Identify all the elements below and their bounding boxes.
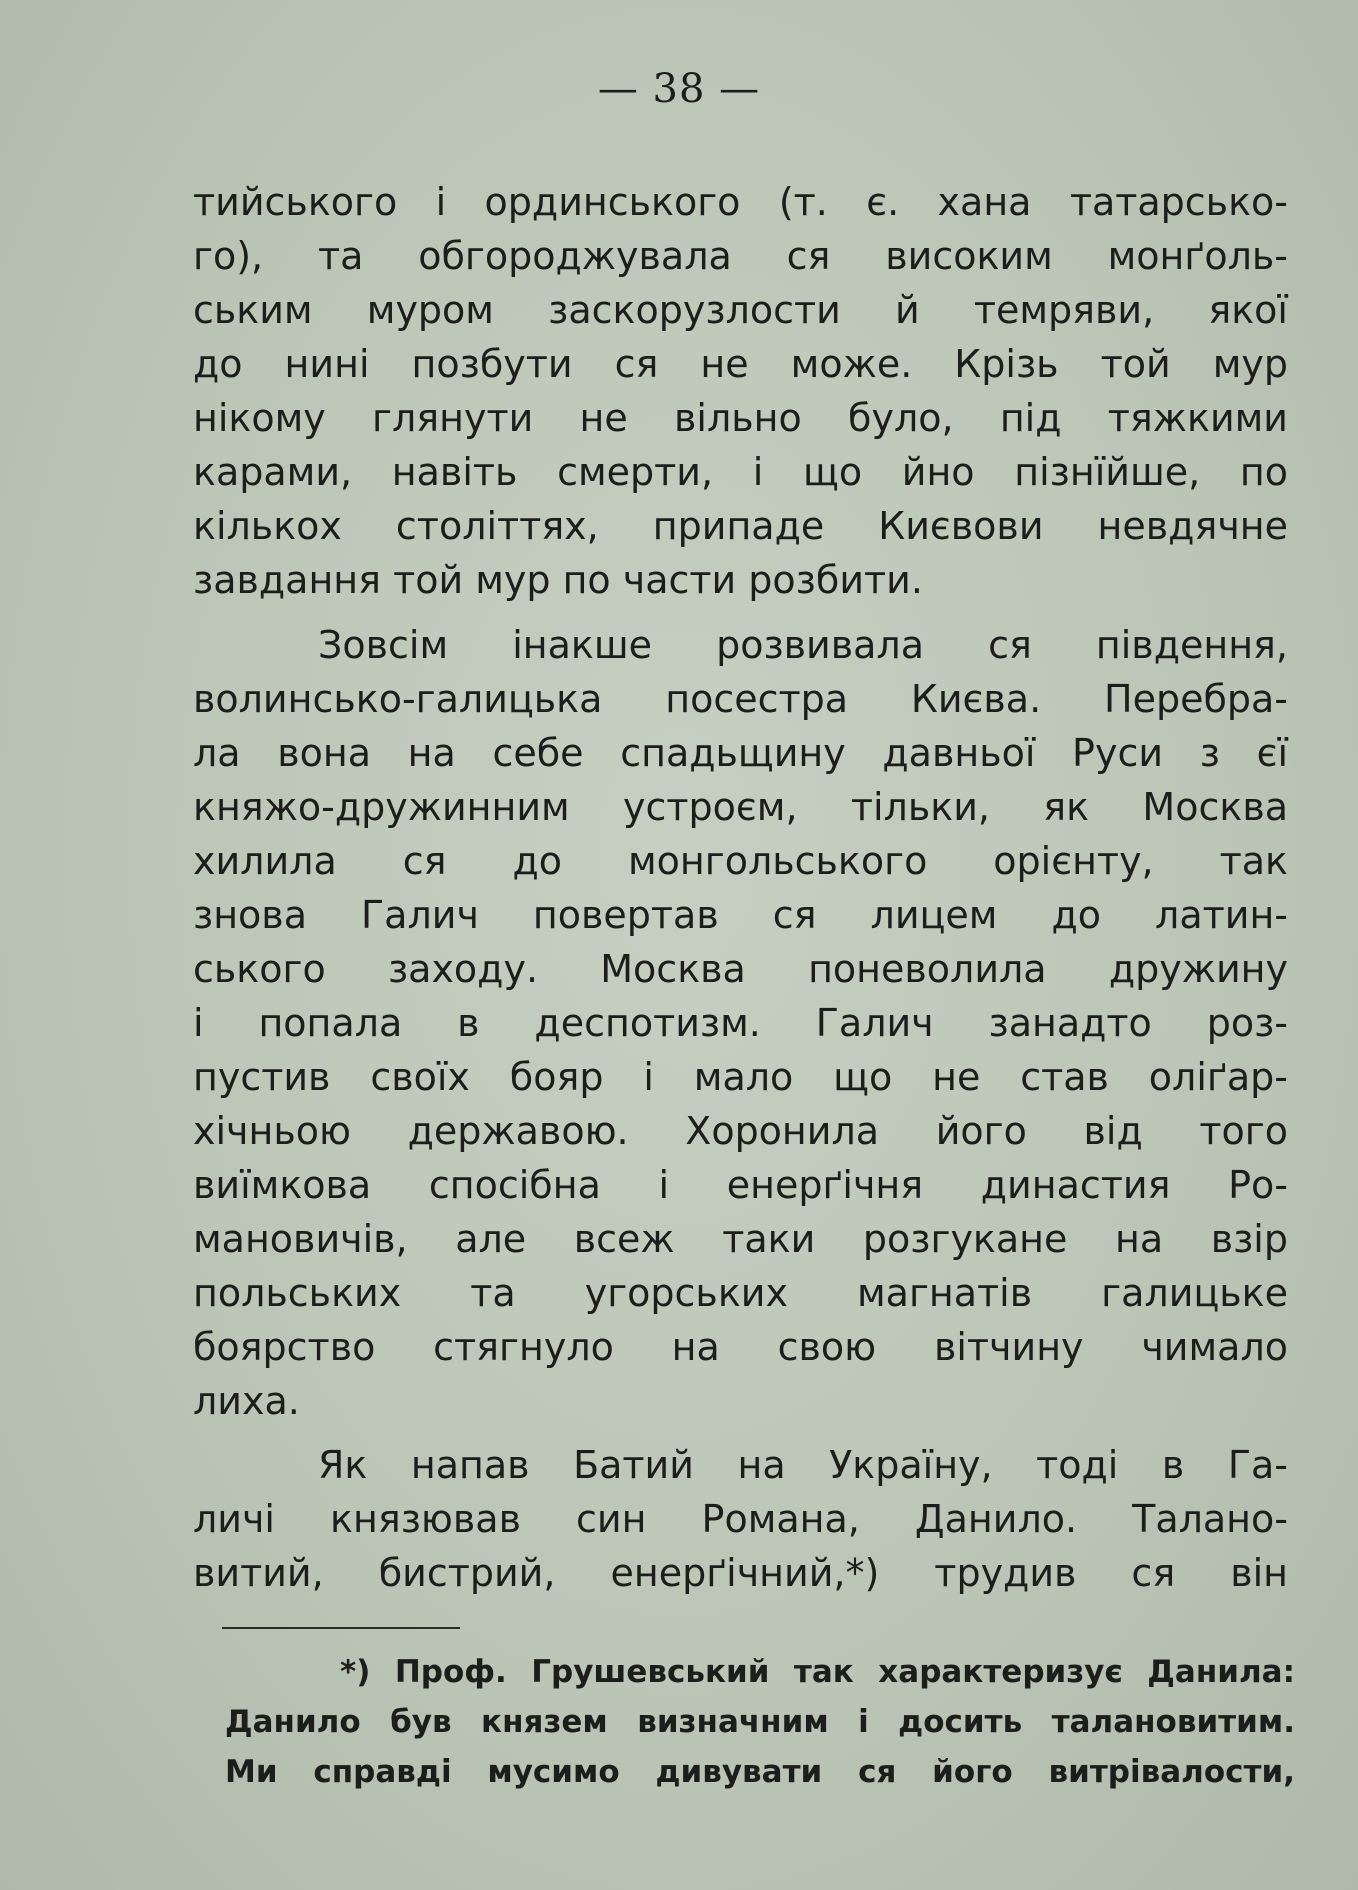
- page-number: — 38 —: [597, 66, 761, 112]
- body-line: мановичів, але всеж таки розгукане на взір: [193, 1217, 1288, 1261]
- body-line: виїмкова спосібна і енерґічня династия Ро-: [193, 1163, 1288, 1207]
- body-line: волинсько-галицька посестра Києва. Перебра-: [193, 677, 1288, 721]
- paragraph-first-line: Як напав Батий на Україну, тоді в Га-: [318, 1443, 1288, 1487]
- footnote-line: *) Проф. Грушевський так характеризує Данила:: [340, 1654, 1295, 1690]
- body-line: знова Галич повертав ся лицем до латин-: [193, 893, 1288, 937]
- body-line: тийського і ординського (т. є. хана татарсько-: [193, 180, 1288, 224]
- body-line: завдання той мур по части розбити.: [193, 558, 923, 602]
- paragraph-first-line: Зовсім інакше розвивала ся південня,: [318, 623, 1288, 667]
- body-line: карами, навіть смерти, і що йно пізнїйше, по: [193, 450, 1288, 494]
- body-line: хічньою державою. Хоронила його від того: [193, 1109, 1288, 1153]
- body-line: ського заходу. Москва поневолила дружину: [193, 947, 1288, 991]
- footnote-line: Данило був князем визначним і досить талановитим.: [225, 1704, 1295, 1740]
- body-line: го), та обгороджувала ся високим монґоль-: [193, 234, 1288, 278]
- body-line: ським муром заскорузлости й темряви, якої: [193, 288, 1288, 332]
- body-line: лиха.: [193, 1379, 300, 1423]
- body-line: польських та угорських магнатів галицьке: [193, 1271, 1288, 1315]
- body-line: до нині позбути ся не може. Крізь той мур: [193, 342, 1288, 386]
- body-line: княжо-дружинним устроєм, тільки, як Москва: [193, 785, 1288, 829]
- body-line: хилила ся до монгольського орієнту, так: [193, 839, 1288, 883]
- body-line: ла вона на себе спадьщину давньої Руси з єї: [193, 731, 1288, 775]
- footnote-line: Ми справді мусимо дивувати ся його витрівалости,: [225, 1754, 1295, 1790]
- body-line: і попала в деспотизм. Галич занадто роз-: [193, 1001, 1288, 1045]
- body-line: личі князював син Романа, Данило. Талано-: [193, 1497, 1288, 1541]
- body-line: нікому глянути не вільно було, під тяжкими: [193, 396, 1288, 440]
- body-line: боярство стягнуло на свою вітчину чимало: [193, 1325, 1288, 1369]
- body-line: пустив своїх бояр і мало що не став оліґар-: [193, 1055, 1288, 1099]
- body-line: витий, бистрий, енерґічний,*) трудив ся він: [193, 1551, 1288, 1595]
- body-line: кількох століттях, припаде Києвови невдячне: [193, 504, 1288, 548]
- footnote-rule: [222, 1627, 460, 1629]
